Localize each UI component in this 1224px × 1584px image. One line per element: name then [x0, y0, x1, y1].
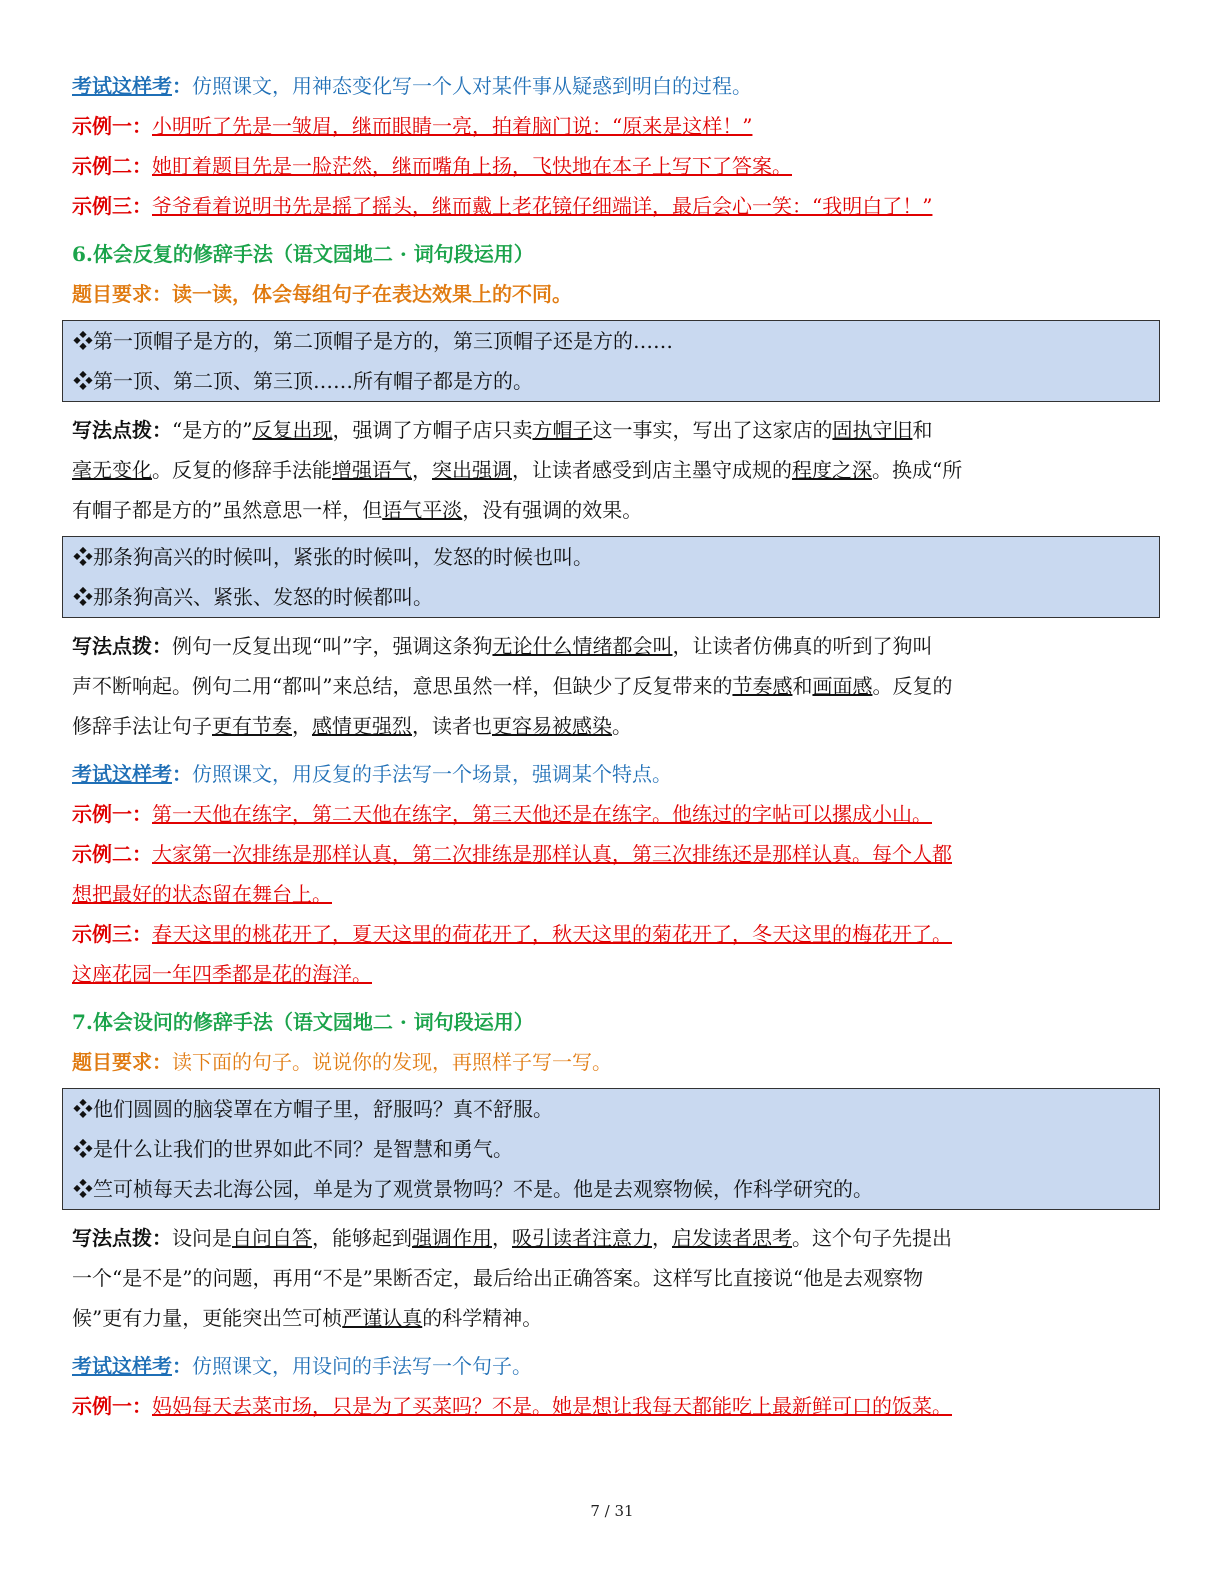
requirement-text: 读下面的句子。说说你的发现，再照样子写一写。 [172, 1050, 612, 1074]
page-number: 7 / 31 [590, 1502, 634, 1520]
example-text: 想把最好的状态留在舞台上。 [72, 882, 332, 906]
example-line [72, 914, 1150, 954]
tip-paragraph: 写法点拨：“是方的”反复出现，强调了方帽子店只卖方帽子这一事实，写出了这家店的固执守旧和 毫无变化。反复的修辞手法能增强语气，突出强调，让读者感受到店主墨守成规的程度之深。换成“所 有帽子都是方的”虽然意思一样，但语气平淡，没有强调的效果。 [72, 418, 963, 522]
box-sentence: ❖是什么让我们的世界如此不同？是智慧和勇气。 [73, 1137, 513, 1161]
exam-text: 仿照课文，用神态变化写一个人对某件事从疑惑到明白的过程。 [192, 74, 752, 98]
tip-paragraph: 写法点拨：设问是自问自答，能够起到强调作用，吸引读者注意力，启发读者思考。这个句子先提出 一个“是不是”的问题，再用“不是”果断否定，最后给出正确答案。这样写比直接说“他是去观察物 候”更有力量，更能突出竺可桢严谨认真的科学精神。 [72, 1226, 952, 1330]
exam-line: 考试这样考：仿照课文，用神态变化写一个人对某件事从疑惑到明白的过程。 [72, 74, 752, 98]
example-text: 这座花园一年四季都是花的海洋。 [72, 962, 372, 986]
exam-label: 考试这样考 [72, 762, 172, 786]
box-sentence: ❖第一顶、第二顶、第三顶……所有帽子都是方的。 [73, 369, 533, 393]
example-text: 妈妈每天去菜市场，只是为了买菜吗？不是。她是想让我每天都能吃上最新鲜可口的饭菜。 [152, 1394, 952, 1418]
example-line [72, 794, 1150, 834]
example-label: 示例三： [72, 194, 152, 218]
tip-label: 写法点拨： [72, 1226, 172, 1250]
example-line [72, 1386, 1150, 1426]
box-sentence: ❖那条狗高兴的时候叫，紧张的时候叫，发怒的时候也叫。 [73, 545, 593, 569]
box-sentence: ❖他们圆圆的脑袋罩在方帽子里，舒服吗？真不舒服。 [73, 1097, 553, 1121]
example-line [72, 874, 1150, 914]
example-label: 示例二： [72, 842, 152, 866]
section-heading: 6.体会反复的修辞手法（语文园地二 · 词句段运用） [72, 242, 534, 266]
requirement-line [72, 1042, 1150, 1082]
example-text: 爷爷看着说明书先是摇了摇头，继而戴上老花镜仔细端详，最后会心一笑：“我明白了！” [152, 194, 933, 218]
example-line [72, 834, 1150, 874]
box-sentence: ❖竺可桢每天去北海公园，单是为了观赏景物吗？不是。他是去观察物候，作科学研究的。 [73, 1177, 873, 1201]
example-label: 示例二： [72, 154, 152, 178]
exam-line: 考试这样考：仿照课文，用反复的手法写一个场景，强调某个特点。 [72, 762, 672, 786]
exam-label: 考试这样考 [72, 74, 172, 98]
example-box [62, 1088, 1160, 1210]
example-label: 示例一： [72, 1394, 152, 1418]
example-label: 示例三： [72, 922, 152, 946]
example-line [72, 954, 1150, 994]
box-sentence: ❖那条狗高兴、紧张、发怒的时候都叫。 [73, 585, 433, 609]
requirement-line [72, 274, 1150, 314]
tip-label: 写法点拨： [72, 634, 172, 658]
example-text: 她盯着题目先是一脸茫然，继而嘴角上扬，飞快地在本子上写下了答案。 [152, 154, 792, 178]
exam-text: 仿照课文，用设问的手法写一个句子。 [192, 1354, 532, 1378]
example-text: 第一天他在练字，第二天他在练字，第三天他还是在练字。他练过的字帖可以摞成小山。 [152, 802, 932, 826]
box-sentence: ❖第一顶帽子是方的，第二顶帽子是方的，第三顶帽子还是方的…… [73, 329, 673, 353]
example-text: 春天这里的桃花开了，夏天这里的荷花开了，秋天这里的菊花开了，冬天这里的梅花开了。 [152, 922, 952, 946]
example-text: 小明听了先是一皱眉，继而眼睛一亮，拍着脑门说：“原来是这样！” [152, 114, 753, 138]
example-box [62, 536, 1160, 618]
section-heading: 7.体会设问的修辞手法（语文园地二 · 词句段运用） [72, 1010, 534, 1034]
example-box [62, 320, 1160, 402]
exam-label: 考试这样考 [72, 1354, 172, 1378]
exam-text: 仿照课文，用反复的手法写一个场景，强调某个特点。 [192, 762, 672, 786]
example-line [72, 186, 1150, 226]
document-page [72, 66, 1150, 1426]
requirement-label: 题目要求： [72, 282, 172, 306]
exam-line: 考试这样考：仿照课文，用设问的手法写一个句子。 [72, 1354, 532, 1378]
example-line [72, 106, 1150, 146]
requirement-text: 读一读，体会每组句子在表达效果上的不同。 [172, 282, 572, 306]
example-label: 示例一： [72, 114, 152, 138]
tip-paragraph: 写法点拨：例句一反复出现“叫”字，强调这条狗无论什么情绪都会叫，让读者仿佛真的听到了狗叫 声不断响起。例句二用“都叫”来总结，意思虽然一样，但缺少了反复带来的节奏感和画面感。反复的 修辞手法让句子更有节奏，感情更强烈，读者也更容易被感染。 [72, 634, 953, 738]
example-text: 大家第一次排练是那样认真，第二次排练是那样认真，第三次排练还是那样认真。每个人都 [152, 842, 952, 866]
requirement-label: 题目要求： [72, 1050, 172, 1074]
example-label: 示例一： [72, 802, 152, 826]
example-line [72, 146, 1150, 186]
tip-label: 写法点拨： [72, 418, 172, 442]
